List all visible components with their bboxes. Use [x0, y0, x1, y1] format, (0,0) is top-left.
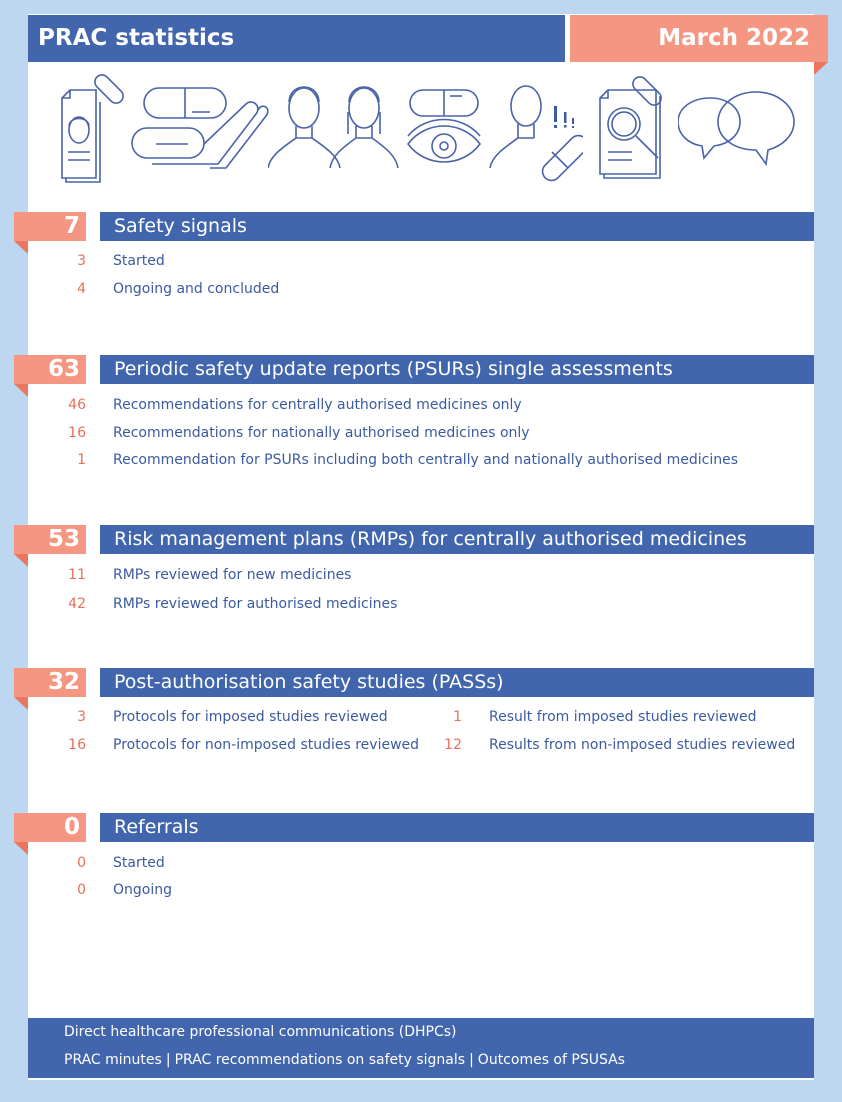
- badge-fold-decoration: [14, 241, 28, 254]
- item-value: 4: [77, 281, 86, 297]
- section-title: Post-authorisation safety studies (PASSs): [100, 668, 814, 697]
- item-label: Recommendations for nationally authorised medicines only: [113, 425, 530, 441]
- item-label: Recommendations for centrally authorised medicines only: [113, 397, 522, 413]
- item-label: Protocols for non-imposed studies reviewed: [113, 737, 420, 753]
- badge-fold-decoration: [14, 384, 28, 397]
- footer-link-row: [64, 1052, 625, 1068]
- item-value: 0: [77, 855, 86, 871]
- item-value: 11: [68, 567, 86, 583]
- section-title: Risk management plans (RMPs) for centrally authorised medicines: [100, 525, 814, 554]
- section-total-badge: 53: [14, 525, 86, 554]
- badge-fold-decoration: [14, 697, 28, 710]
- item-label: RMPs reviewed for authorised medicines: [113, 596, 398, 612]
- item-label: Ongoing and concluded: [113, 281, 280, 297]
- section-total-badge: 32: [14, 668, 86, 697]
- item-value: 3: [77, 709, 86, 725]
- section-title: Safety signals: [100, 212, 814, 241]
- item-value: 3: [77, 253, 86, 269]
- section-total-badge: 0: [14, 813, 86, 842]
- item-label: Ongoing: [113, 882, 172, 898]
- person-alert-pill-icon: [488, 72, 583, 192]
- badge-fold-decoration: [14, 842, 28, 855]
- item-value: 12: [444, 737, 462, 753]
- item-label: RMPs reviewed for new medicines: [113, 567, 352, 583]
- dhpcs-link[interactable]: Direct healthcare professional communications (DHPCs): [64, 1024, 457, 1040]
- section-title: Referrals: [100, 813, 814, 842]
- item-label: Result from imposed studies reviewed: [489, 709, 757, 725]
- page-title: PRAC statistics: [28, 15, 565, 62]
- man-and-woman-icon: [268, 72, 403, 184]
- item-label: Results from non-imposed studies reviewed: [489, 737, 796, 753]
- item-label: Protocols for imposed studies reviewed: [113, 709, 388, 725]
- item-value: 1: [453, 709, 462, 725]
- icon-banner: [28, 72, 814, 197]
- section-title: Periodic safety update reports (PSURs) single assessments: [100, 355, 814, 384]
- prac-minutes-link[interactable]: PRAC minutes: [64, 1052, 162, 1068]
- section-total-badge: 63: [14, 355, 86, 384]
- link-separator: |: [469, 1052, 474, 1068]
- item-label: Started: [113, 855, 165, 871]
- pills-in-hand-icon: [128, 72, 278, 184]
- header-fold-decoration: [814, 62, 828, 75]
- speech-bubbles-icon: [678, 72, 798, 172]
- item-value: 42: [68, 596, 86, 612]
- patient-document-pill-icon: [56, 72, 128, 184]
- footer-links: [28, 1018, 814, 1078]
- section-total-badge: 7: [14, 212, 86, 241]
- item-value: 46: [68, 397, 86, 413]
- psusa-outcomes-link[interactable]: Outcomes of PSUSAs: [477, 1052, 625, 1068]
- item-label: Started: [113, 253, 165, 269]
- prac-recommendations-link[interactable]: PRAC recommendations on safety signals: [174, 1052, 466, 1068]
- item-value: 1: [77, 452, 86, 468]
- pill-and-eye-icon: [406, 72, 484, 184]
- item-value: 0: [77, 882, 86, 898]
- item-label: Recommendation for PSURs including both centrally and nationally authorised medicines: [113, 452, 739, 468]
- document-magnifier-pill-icon: [596, 72, 676, 184]
- item-value: 16: [68, 425, 86, 441]
- item-value: 16: [68, 737, 86, 753]
- link-separator: |: [165, 1052, 171, 1068]
- period-label: March 2022: [570, 15, 828, 62]
- badge-fold-decoration: [14, 554, 28, 567]
